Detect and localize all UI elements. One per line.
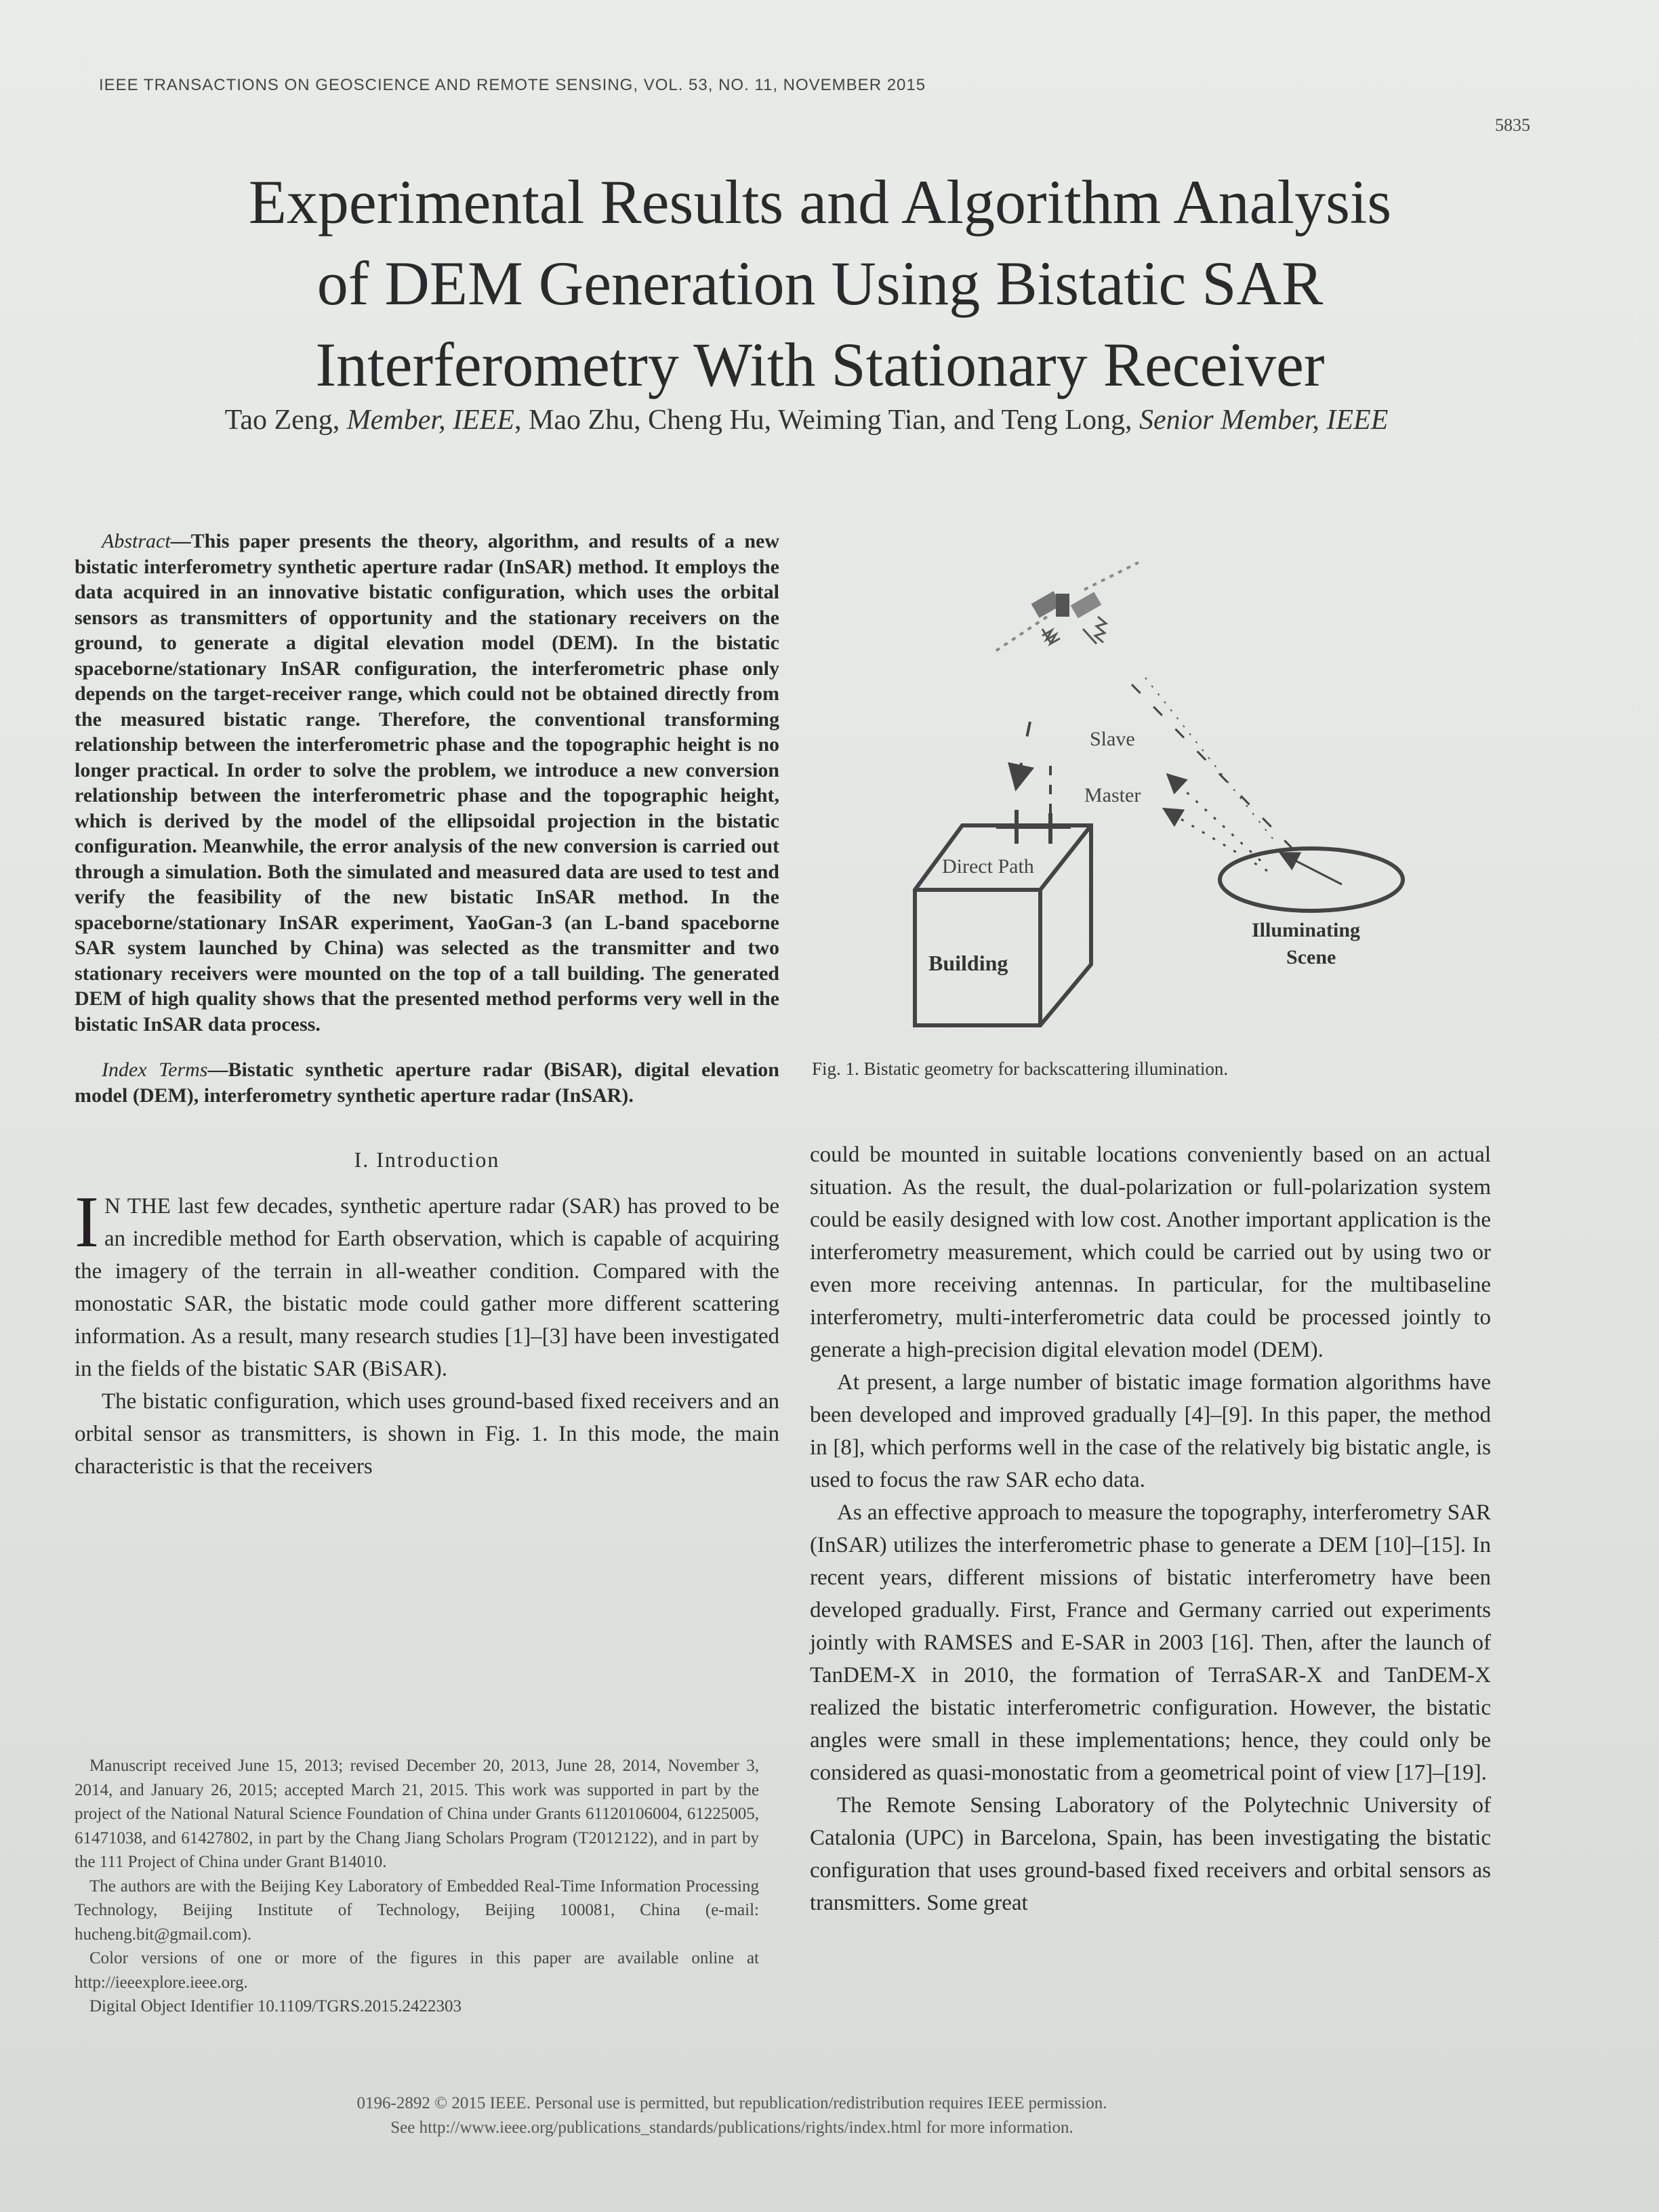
illuminating-label: Illuminating [1252,919,1361,941]
rights-url-line: See http://www.ieee.org/publications_standards/publications/rights/index.html for more information. [390,2118,1073,2137]
author-list [122,404,1491,436]
direct-path-beam [1017,722,1030,786]
left-column [75,529,779,1483]
scene-label: Scene [1286,946,1336,968]
building-label: Building [928,951,1008,975]
drop-cap: I [75,1182,99,1263]
index-terms-lead: Index Terms [102,1059,208,1081]
radar-wave-icon [1042,617,1106,644]
author-membership: Member, IEEE [346,405,515,436]
intro-text: N THE last few decades, synthetic aperture radar (SAR) has proved to be an incredible method for Earth observation, which is capable of acquiring the imagery of the terrain in all-weather condition. Compared with the monostatic SAR, the bistatic mode could gather more different scattering information. As a result, many research studies [1]–[3] have been investigated in the fields of the bistatic SAR (BiSAR). [75,1194,779,1381]
body-paragraph: At present, a large number of bistatic image formation algorithms have been developed and improved gradually [4]–[9]. In this paper, the method in [8], which performs well in the case of the relatively big bistatic angle, is used to focus the raw SAR echo data. [810,1370,1491,1492]
satellite-icon [996,562,1139,651]
intro-paragraph: The bistatic configuration, which uses ground-based fixed receivers and an orbital sensor as transmitters, is shown in Fig. 1. In this mode, the main characteristic is that the receivers [75,1389,779,1479]
footnote-paragraph: Digital Object Identifier 10.1109/TGRS.2015.2422303 [89,1997,462,2015]
section-heading: I. Introduction [354,1147,500,1172]
body-paragraph: As an effective approach to measure the topography, interferometry SAR (InSAR) utilizes the interferometric phase to generate a DEM [10]–[15]. In recent years, different missions of bistatic interferometry have been developed gradually. First, France and Germany carried out experiments jointly with RAMSES and E-SAR in 2003 [16]. Then, after the launch of TanDEM-X in 2010, the formation of TerraSAR-X and TanDEM-X realized the bistatic interferometric configuration. However, the bistatic angles were small in these implementations; hence, they could only be considered as quasi-monostatic from a geometrical point of view [17]–[19]. [810,1500,1491,1785]
index-terms-text: —Bistatic synthetic aperture radar (BiSAR), digital elevation model (DEM), interferometry synthetic aperture radar (InSAR). [75,1059,779,1107]
slave-label: Slave [1090,728,1135,750]
figure-caption: Fig. 1. Bistatic geometry for backscattering illumination. [812,1059,1229,1079]
author-names: , Mao Zhu, Cheng Hu, Weiming Tian, and Teng Long, [514,405,1139,436]
copyright-line: 0196-2892 © 2015 IEEE. Personal use is permitted, but republication/redistribution requires IEEE permission. [356,2094,1107,2112]
abstract-text: —This paper presents the theory, algorithm, and results of a new bistatic interferometry synthetic aperture radar (InSAR) method. It employs the data acquired in an innovative bistatic configuration, which uses the orbital sensors as transmitters of opportunity and the stationary receivers on the ground, to generate a digital elevation model (DEM). In the bistatic spaceborne/stationary InSAR configuration, the interferometric phase only depends on the target-receiver range, which could not be obtained directly from the measured bistatic range. Therefore, the conventional transforming relationship between the interferometric phase and the topographic height is no longer practical. In order to solve the problem, we introduce a new conversion relationship between the interferometric phase and the topographic height, which is derived by the model of the ellipsoidal projection in the bistatic configuration. Meanwhile, the error analysis of the new conversion is carried out through a simulation. Both the simulated and measured data are used to test and verify the feasibility of the new bistatic InSAR method. In the spaceborne/stationary InSAR experiment, YaoGan-3 (an L-band spaceborne SAR system launched by China) was selected as the transmitter and two stationary receivers were mounted on the top of a tall building. The generated DEM of high quality shows that the presented method performs very well in the bistatic InSAR data process. [75,530,779,1036]
bistatic-geometry-figure [827,542,1457,1084]
body-paragraph: The Remote Sensing Laboratory of the Polytechnic University of Catalonia (UPC) in Barcelona, Spain, has been investigating the bistatic configuration that uses ground-based fixed receivers and orbital sensors as transmitters. Some great [810,1793,1491,1915]
title-line: Interferometry With Stationary Receiver [315,330,1325,399]
abstract-lead: Abstract [102,530,171,552]
illuminating-scene-ellipse [1220,848,1403,911]
footnote-paragraph: Manuscript received June 15, 2013; revised December 20, 2013, June 28, 2014, November 3, 2014, and January 26, 2015; accepted March 21, 2015. This work was supported in part by the project of the National Natural Science Foundation of China under Grants 61120106004, 61225005, 61471038, and 61427802, in part by the Chang Jiang Scholars Program (T2012122), and in part by the 111 Project of China under Grant B14010. [75,1757,759,1871]
scene-target-arrow [1282,854,1342,884]
direct-path-label: Direct Path [942,855,1034,878]
paper-title [156,161,1484,405]
author-membership: Senior Member, IEEE [1139,405,1389,436]
footnote-paragraph: The authors are with the Beijing Key Laboratory of Embedded Real-Time Information Processing Technology, Beijing Institute of Technology, Beijing 100081, China (e-mail: hucheng.bit@gmail.com). [75,1877,759,1944]
slave-arrow [1169,776,1261,861]
title-line: Experimental Results and Algorithm Analysis [248,167,1392,237]
body-paragraph: could be mounted in suitable locations conveniently based on an actual situation. As the result, the dual-polarization or full-polarization system could be easily designed with low cost. Another important application is the interferometry measurement, which could be carried out by using two or even more receiving antennas. In particular, for the multibaseline interferometry, multi-interferometric data could be processed jointly to generate a high-precision digital elevation model (DEM). [810,1143,1491,1362]
index-terms [75,1057,779,1108]
title-line: of DEM Generation Using Bistatic SAR [316,249,1324,318]
master-label: Master [1084,784,1141,806]
page-number: 5835 [1495,115,1530,135]
receiver-antenna-icon [996,810,1071,844]
copyright-notice [203,2091,1261,2140]
right-column [810,1139,1491,1919]
master-arrow [1166,810,1267,871]
running-head: IEEE TRANSACTIONS ON GEOSCIENCE AND REMOTE SENSING, VOL. 53, NO. 11, NOVEMBER 2015 [99,76,926,94]
footnote-paragraph: Color versions of one or more of the figures in this paper are available online at http://ieeexplore.ieee.org. [75,1949,759,1992]
intro-paragraph [75,1182,779,1385]
footnote [75,1754,759,2019]
abstract [75,529,779,1037]
illumination-beam [1145,678,1274,840]
illumination-beam [1132,684,1294,851]
author-names: Tao Zeng, [224,405,347,436]
